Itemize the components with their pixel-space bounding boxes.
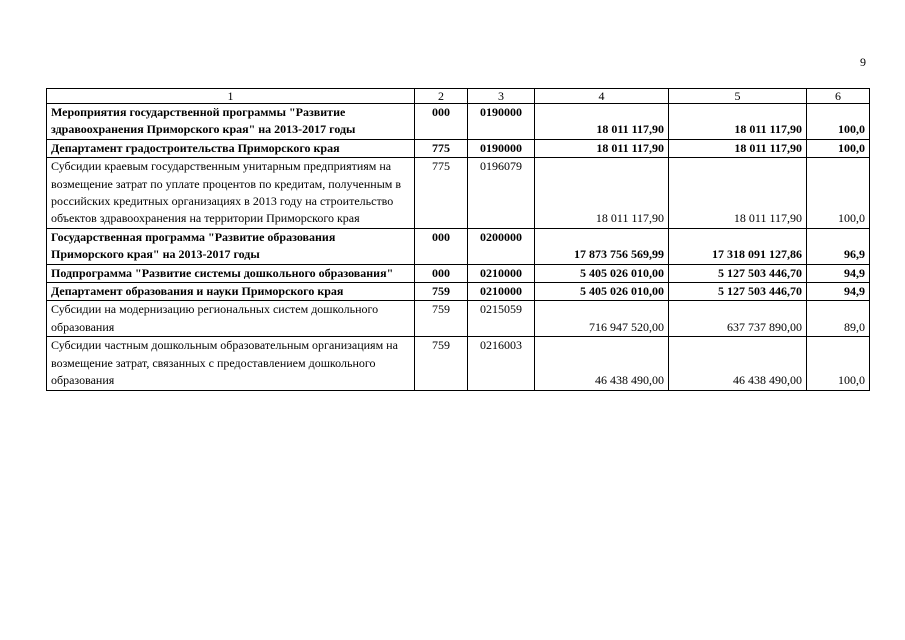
row-plan: 5 405 026 010,00	[535, 283, 669, 301]
row-plan: 18 011 117,90	[535, 139, 669, 157]
row-actual: 18 011 117,90	[669, 104, 807, 140]
table-row	[47, 264, 870, 282]
row-percent: 94,9	[807, 283, 870, 301]
row-plan: 5 405 026 010,00	[535, 264, 669, 282]
row-plan: 716 947 520,00	[535, 301, 669, 337]
table-row	[47, 337, 870, 390]
row-percent: 96,9	[807, 228, 870, 264]
row-name: Субсидии частным дошкольным образовательным организациям на возмещение затрат, связанных с предоставлением дошкольного образования	[47, 337, 415, 390]
header-cell-1: 1	[47, 89, 415, 104]
header-row	[47, 89, 870, 104]
row-code-target: 0215059	[468, 301, 535, 337]
row-actual: 17 318 091 127,86	[669, 228, 807, 264]
row-percent: 94,9	[807, 264, 870, 282]
row-code-target: 0216003	[468, 337, 535, 390]
row-code-target: 0210000	[468, 283, 535, 301]
row-name: Подпрограмма "Развитие системы дошкольного образования"	[47, 264, 415, 282]
row-code-admin: 775	[415, 158, 468, 229]
table-row	[47, 228, 870, 264]
row-code-admin: 000	[415, 264, 468, 282]
row-code-target: 0190000	[468, 104, 535, 140]
header-cell-2: 2	[415, 89, 468, 104]
row-plan: 46 438 490,00	[535, 337, 669, 390]
row-actual: 18 011 117,90	[669, 139, 807, 157]
row-plan: 18 011 117,90	[535, 104, 669, 140]
table-row	[47, 158, 870, 229]
row-name: Департамент градостроительства Приморского края	[47, 139, 415, 157]
row-code-admin: 759	[415, 283, 468, 301]
table-row	[47, 283, 870, 301]
row-actual: 5 127 503 446,70	[669, 283, 807, 301]
row-code-admin: 759	[415, 337, 468, 390]
budget-table	[46, 88, 870, 391]
header-cell-6: 6	[807, 89, 870, 104]
header-cell-3: 3	[468, 89, 535, 104]
row-plan: 18 011 117,90	[535, 158, 669, 229]
table-row	[47, 139, 870, 157]
table-row	[47, 301, 870, 337]
row-name: Мероприятия государственной программы "Развитие здравоохранения Приморского края" на 2013-2017 годы	[47, 104, 415, 140]
row-percent: 100,0	[807, 139, 870, 157]
row-name: Субсидии краевым государственным унитарным предприятиям на возмещение затрат по уплате процентов по кредитам, полученным в российских кредитных организациях в 2013 году на строительство объектов здравоохранения на территории Приморского края	[47, 158, 415, 229]
row-code-admin: 000	[415, 104, 468, 140]
row-actual: 5 127 503 446,70	[669, 264, 807, 282]
page-number: 9	[860, 55, 866, 69]
row-code-target: 0190000	[468, 139, 535, 157]
row-actual: 637 737 890,00	[669, 301, 807, 337]
row-code-admin: 000	[415, 228, 468, 264]
table-row	[47, 104, 870, 140]
row-actual: 18 011 117,90	[669, 158, 807, 229]
row-percent: 100,0	[807, 158, 870, 229]
header-cell-4: 4	[535, 89, 669, 104]
row-percent: 100,0	[807, 104, 870, 140]
row-code-admin: 759	[415, 301, 468, 337]
row-percent: 89,0	[807, 301, 870, 337]
row-percent: 100,0	[807, 337, 870, 390]
row-plan: 17 873 756 569,99	[535, 228, 669, 264]
header-cell-5: 5	[669, 89, 807, 104]
row-name: Субсидии на модернизацию региональных систем дошкольного образования	[47, 301, 415, 337]
row-name: Департамент образования и науки Приморского края	[47, 283, 415, 301]
row-code-target: 0200000	[468, 228, 535, 264]
row-code-admin: 775	[415, 139, 468, 157]
row-name: Государственная программа "Развитие образования Приморского края" на 2013-2017 годы	[47, 228, 415, 264]
row-actual: 46 438 490,00	[669, 337, 807, 390]
row-code-target: 0196079	[468, 158, 535, 229]
row-code-target: 0210000	[468, 264, 535, 282]
